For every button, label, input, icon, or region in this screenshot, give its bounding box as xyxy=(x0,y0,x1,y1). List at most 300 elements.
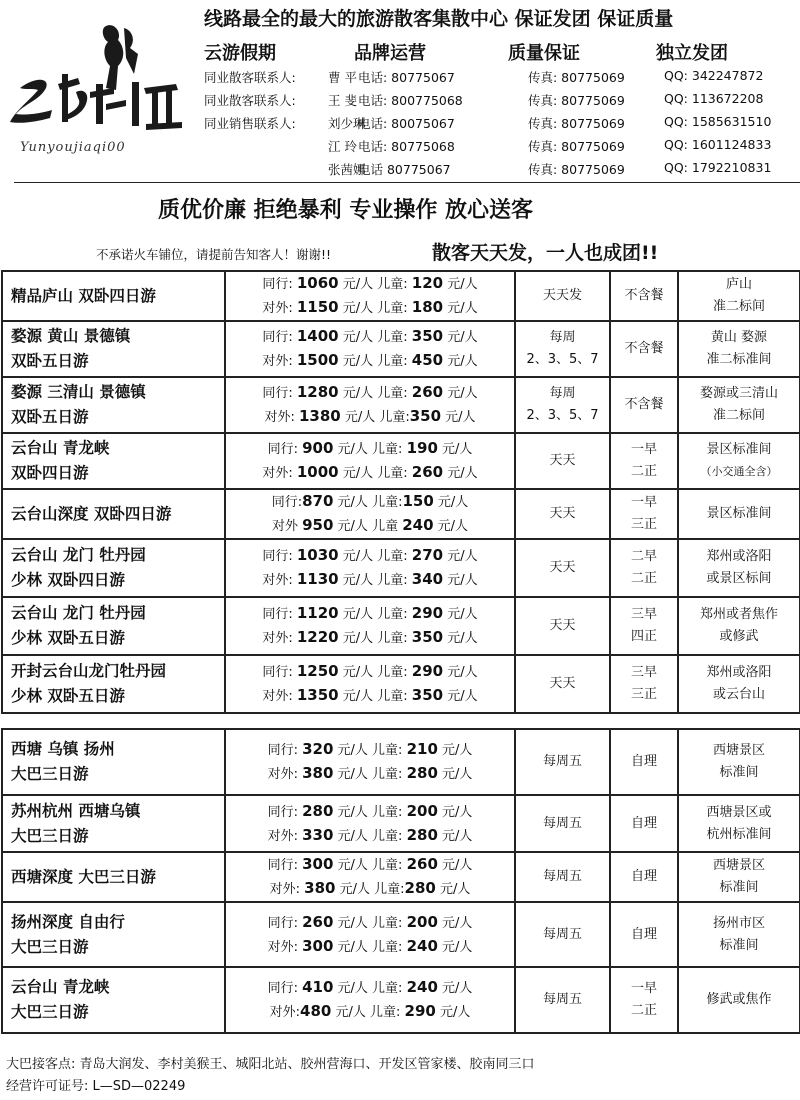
price-label: 元/人 xyxy=(443,277,478,292)
tour-schedule-line: 天天 xyxy=(549,560,576,575)
price-label: 元/人 儿童: xyxy=(333,495,403,510)
contact-role: 同业销售联系人: xyxy=(204,116,296,131)
tour-row xyxy=(2,967,800,1033)
tour-meals-line: 二早 xyxy=(630,549,657,564)
price-line xyxy=(226,1000,514,1024)
price-line xyxy=(226,568,514,592)
contact-name: 刘少琳 xyxy=(328,116,366,131)
tour-hotel-line: 准二标间 xyxy=(712,299,765,314)
price-label: 元/人 儿童: xyxy=(333,981,407,996)
price-label: 元/人 儿童: xyxy=(331,1005,405,1020)
tour-meals xyxy=(610,655,678,713)
price-label: 元/人 xyxy=(443,665,478,680)
tour-price xyxy=(225,729,515,795)
price-line xyxy=(226,853,514,877)
price-value: 1060 xyxy=(296,274,339,292)
tour-schedule-line: 天天 xyxy=(549,506,576,521)
price-label: 对外: xyxy=(262,573,297,588)
contact-role: 同业散客联系人: xyxy=(204,70,296,85)
price-value: 240 xyxy=(406,936,438,955)
contact-tel: 电话: 800775068 xyxy=(358,93,463,108)
tour-row xyxy=(2,729,800,795)
tour-meals-line: 一早 xyxy=(630,495,657,510)
tour-price xyxy=(225,852,515,902)
price-label: 元/人 儿童: xyxy=(338,330,412,345)
tour-schedule-line: 天天 xyxy=(549,453,576,468)
price-label: 元/人 儿童: xyxy=(338,466,412,481)
tour-schedule-line: 天天发 xyxy=(542,288,582,303)
tour-row xyxy=(2,795,800,852)
price-label: 同行: xyxy=(262,665,297,680)
tour-meals xyxy=(610,433,678,489)
price-value: 320 xyxy=(302,740,334,758)
logo xyxy=(6,18,192,158)
tour-schedule-line: 天天 xyxy=(549,676,576,691)
tour-meals xyxy=(610,967,678,1033)
tour-hotel-line: 标准间 xyxy=(719,937,759,953)
price-line xyxy=(226,976,514,1000)
contact-qq: QQ: 1601124833 xyxy=(664,137,772,152)
contact-fax: 传真: 80775069 xyxy=(528,70,625,85)
tour-name-line: 大巴三日游 xyxy=(11,765,89,783)
price-line xyxy=(226,544,514,568)
tour-hotel-line: 景区标准间 xyxy=(706,506,772,521)
tour-name-line: 扬州深度 自由行 xyxy=(11,912,125,931)
price-value: 1130 xyxy=(296,570,339,588)
tour-schedule xyxy=(515,795,610,852)
price-label: 元/人 儿童: xyxy=(333,804,407,820)
price-value: 380 xyxy=(302,764,334,782)
price-label: 对外: xyxy=(262,689,297,704)
tour-schedule-line: 每周五 xyxy=(542,992,582,1007)
logo-graphic xyxy=(6,18,192,148)
tour-hotel xyxy=(678,729,800,795)
price-label: 元/人 儿童: xyxy=(335,882,405,897)
price-value: 260 xyxy=(411,463,444,481)
tour-schedule xyxy=(515,321,610,377)
price-label: 元/人 xyxy=(443,466,478,481)
price-label: 元/人 xyxy=(443,354,478,369)
tour-hotel-line: 标准间 xyxy=(719,880,759,895)
price-label: 元/人 xyxy=(435,882,471,897)
price-value: 260 xyxy=(406,855,438,873)
tour-row xyxy=(2,433,800,489)
tour-name-line: 婺源 黄山 景德镇 xyxy=(11,327,131,345)
tour-hotel-line: 黄山 婺源 xyxy=(710,330,768,345)
price-value: 950 xyxy=(302,516,334,534)
contact-row xyxy=(204,91,800,111)
price-label: 元/人 儿童: xyxy=(333,743,407,758)
price-label: 元/人 xyxy=(443,301,478,316)
price-value: 1120 xyxy=(296,604,339,622)
price-label: 元/人 儿童: xyxy=(338,689,412,704)
tour-hotel-line: 扬州市区 xyxy=(712,915,765,931)
price-value: 350 xyxy=(411,628,444,646)
tour-meals-line: 自理 xyxy=(630,869,657,884)
price-label: 元/人 儿童: xyxy=(340,410,410,425)
tour-hotel xyxy=(678,321,800,377)
price-label: 元/人 xyxy=(443,386,478,401)
tour-price xyxy=(225,271,515,321)
tour-hotel xyxy=(678,433,800,489)
price-value: 1350 xyxy=(296,686,339,704)
price-label: 同行: xyxy=(271,495,303,510)
notice: 不承诺火车铺位，请提前告知客人！谢谢!! xyxy=(96,247,332,262)
price-label: 元/人 儿童: xyxy=(333,442,407,457)
price-value: 290 xyxy=(404,1002,436,1020)
price-label: 同行: xyxy=(262,386,297,401)
contact-name: 曹 平 xyxy=(328,70,357,85)
tour-row xyxy=(2,852,800,902)
price-label: 同行: xyxy=(262,549,297,564)
tour-hotel-line: 西塘景区 xyxy=(712,858,765,873)
tour-schedule-line: 每周 xyxy=(549,330,576,345)
brand-item: 独立发团 xyxy=(656,43,728,64)
tour-schedule xyxy=(515,597,610,655)
tour-price xyxy=(225,321,515,377)
tour-row xyxy=(2,597,800,655)
price-label: 元/人 儿童: xyxy=(333,858,407,873)
tour-name-line: 云台山 龙门 牡丹园 xyxy=(11,604,146,622)
tour-price xyxy=(225,489,515,539)
tour-name-line: 开封云台山龙门牡丹园 xyxy=(11,662,167,680)
price-label: 元/人 儿童 xyxy=(333,519,403,534)
motto: 质优价廉 拒绝暴利 专业操作 放心送客 xyxy=(158,198,533,223)
price-value: 1400 xyxy=(296,327,339,345)
tour-price xyxy=(225,902,515,967)
tour-meals-line: 三早 xyxy=(630,607,657,622)
price-line xyxy=(226,911,514,935)
price-line xyxy=(226,684,514,708)
slogan: 线路最全的最大的旅游散客集散中心 保证发团 保证质量 xyxy=(204,8,674,30)
tour-row xyxy=(2,489,800,539)
tour-row xyxy=(2,321,800,377)
price-label: 同行: xyxy=(267,804,303,820)
tour-name xyxy=(2,321,225,377)
tour-table-train xyxy=(1,270,800,714)
tour-hotel-line: 西塘景区 xyxy=(712,743,765,758)
tour-name-line: 双卧五日游 xyxy=(11,352,89,370)
price-label: 元/人 xyxy=(443,573,478,588)
price-value: 240 xyxy=(402,516,434,534)
price-value: 280 xyxy=(302,801,334,820)
price-value: 1000 xyxy=(296,463,339,481)
pickup-points: 大巴接客点: 青岛大润发、李村美猴王、城阳北站、胶州营海口、开发区管家楼、胶南同三口 xyxy=(6,1057,535,1072)
price-value: 280 xyxy=(406,764,438,782)
tour-hotel-line: 郑州或者焦作 xyxy=(699,607,778,622)
price-label: 元/人 xyxy=(435,1005,471,1020)
price-label: 元/人 xyxy=(437,939,473,955)
tour-price xyxy=(225,597,515,655)
tour-name xyxy=(2,271,225,321)
price-label: 元/人 儿童: xyxy=(333,939,407,955)
tour-schedule xyxy=(515,655,610,713)
tour-meals-line: 不含餐 xyxy=(624,397,664,412)
price-label: 同行: xyxy=(267,743,303,758)
contact-tel: 电话: 80775067 xyxy=(358,70,455,85)
tour-name xyxy=(2,377,225,433)
tour-hotel-line: 标准间 xyxy=(719,765,759,780)
tour-name xyxy=(2,489,225,539)
price-label: 对外: xyxy=(267,767,303,782)
price-line xyxy=(226,935,514,959)
price-label: 对外: xyxy=(267,939,303,955)
price-label: 元/人 xyxy=(443,549,478,564)
price-label: 同行: xyxy=(267,858,303,873)
price-line xyxy=(226,325,514,349)
contact-tel: 电话: 80075067 xyxy=(358,116,455,131)
price-value: 180 xyxy=(411,298,444,316)
price-value: 240 xyxy=(406,978,438,996)
tour-hotel xyxy=(678,539,800,597)
price-value: 1220 xyxy=(296,628,339,646)
price-line xyxy=(226,660,514,684)
price-value: 280 xyxy=(404,879,436,897)
tour-price xyxy=(225,967,515,1033)
tour-name-line: 少林 双卧五日游 xyxy=(11,629,125,647)
tour-name-line: 大巴三日游 xyxy=(11,1003,89,1021)
tour-meals xyxy=(610,489,678,539)
tour-hotel-line: 准二标准间 xyxy=(706,352,772,367)
tour-hotel-line: 西塘景区或 xyxy=(706,804,772,820)
price-label: 元/人 儿童: xyxy=(338,354,412,369)
price-label: 对外 xyxy=(271,519,303,534)
price-value: 350 xyxy=(409,407,442,425)
footer xyxy=(6,1054,535,1098)
price-value: 1380 xyxy=(298,407,341,425)
tour-hotel xyxy=(678,967,800,1033)
tour-schedule xyxy=(515,852,610,902)
tour-name-line: 苏州杭州 西塘乌镇 xyxy=(11,801,141,820)
price-line xyxy=(226,272,514,296)
price-line xyxy=(226,877,514,901)
tour-table-bus xyxy=(1,728,800,1034)
tour-name xyxy=(2,795,225,852)
tour-name xyxy=(2,597,225,655)
tour-schedule-line: 2、3、5、7 xyxy=(526,408,599,423)
price-label: 对外: xyxy=(267,828,303,844)
price-label: 元/人 xyxy=(443,689,478,704)
contact-name: 张茜娜 xyxy=(328,162,366,177)
price-label: 元/人 xyxy=(437,804,473,820)
tour-name xyxy=(2,655,225,713)
tour-meals-line: 四正 xyxy=(630,629,657,644)
price-label: 同行: xyxy=(267,981,303,996)
license-number: 经营许可证号: L—SD—02249 xyxy=(6,1079,186,1094)
price-label: 元/人 xyxy=(437,915,473,931)
brand-item: 质量保证 xyxy=(508,43,580,64)
tour-hotel xyxy=(678,655,800,713)
contact-fax: 传真: 80775069 xyxy=(528,93,625,108)
tour-hotel-line: 庐山 xyxy=(725,277,752,292)
tour-schedule-line: 2、3、5、7 xyxy=(526,352,599,367)
tour-schedule-line: 每周 xyxy=(549,386,576,401)
tour-name-line: 云台山 青龙峡 xyxy=(11,978,110,996)
tour-meals xyxy=(610,902,678,967)
tour-meals xyxy=(610,539,678,597)
tour-meals-line: 一早 xyxy=(630,442,657,457)
tour-meals-line: 一早 xyxy=(630,981,657,996)
price-label: 元/人 儿童: xyxy=(338,549,412,564)
brand-item: 云游假期 xyxy=(204,43,276,64)
tour-schedule xyxy=(515,489,610,539)
price-value: 300 xyxy=(302,936,334,955)
tour-name-line: 大巴三日游 xyxy=(11,826,89,845)
brand-item: 品牌运营 xyxy=(354,43,426,64)
price-label: 元/人 儿童: xyxy=(338,386,412,401)
price-value: 450 xyxy=(411,351,444,369)
tour-name-line: 云台山深度 双卧四日游 xyxy=(11,504,172,523)
tour-meals-line: 二正 xyxy=(630,1003,657,1018)
price-label: 元/人 儿童: xyxy=(338,607,412,622)
price-label: 同行: xyxy=(267,442,303,457)
tour-meals-line: 自理 xyxy=(630,754,657,769)
tour-hotel xyxy=(678,489,800,539)
tour-name-line: 西塘 乌镇 扬州 xyxy=(11,740,115,758)
logo-subtitle: Yunyoujiaqi00 xyxy=(20,140,126,155)
price-label: 元/人 xyxy=(443,631,478,646)
price-label: 元/人 儿童: xyxy=(333,767,407,782)
tour-hotel-line: （小交通全含） xyxy=(700,465,778,478)
price-line xyxy=(226,405,514,429)
price-value: 350 xyxy=(411,686,444,704)
tour-meals-line: 三早 xyxy=(630,665,657,680)
tour-name xyxy=(2,902,225,967)
price-value: 270 xyxy=(411,546,444,564)
tour-name-line: 精品庐山 双卧四日游 xyxy=(11,286,156,305)
tour-row xyxy=(2,271,800,321)
price-label: 元/人 xyxy=(437,442,473,457)
contact-fax: 传真: 80775069 xyxy=(528,116,625,131)
price-line xyxy=(226,461,514,485)
price-label: 对外: xyxy=(269,1005,301,1020)
price-value: 300 xyxy=(302,855,334,873)
price-label: 元/人 xyxy=(437,858,473,873)
tour-meals-line: 自理 xyxy=(630,815,657,831)
tour-schedule xyxy=(515,271,610,321)
price-line xyxy=(226,381,514,405)
tour-meals xyxy=(610,271,678,321)
price-value: 900 xyxy=(302,439,334,457)
tour-meals xyxy=(610,377,678,433)
price-value: 280 xyxy=(406,825,438,844)
price-value: 340 xyxy=(411,570,444,588)
contact-tel: 电话: 80775068 xyxy=(358,139,455,154)
price-label: 元/人 儿童: xyxy=(338,665,412,680)
price-label: 对外: xyxy=(269,882,305,897)
tour-name-line: 云台山 青龙峡 xyxy=(11,439,110,457)
price-line xyxy=(226,762,514,786)
tour-hotel xyxy=(678,377,800,433)
tour-meals-line: 二正 xyxy=(630,464,657,479)
price-label: 元/人 儿童: xyxy=(338,573,412,588)
tour-hotel-line: 景区标准间 xyxy=(706,442,772,457)
price-line xyxy=(226,738,514,762)
price-value: 260 xyxy=(411,383,444,401)
notice-highlight: 散客天天发，一人也成团!! xyxy=(432,242,659,264)
contact-name: 王 斐 xyxy=(328,93,357,108)
tour-hotel xyxy=(678,597,800,655)
price-value: 290 xyxy=(411,604,444,622)
price-value: 1250 xyxy=(296,662,339,680)
tour-name-line: 少林 双卧五日游 xyxy=(11,687,125,705)
price-line xyxy=(226,626,514,650)
header xyxy=(0,0,800,184)
contact-row xyxy=(204,160,800,180)
tour-hotel-line: 或云台山 xyxy=(712,687,765,702)
price-label: 元/人 xyxy=(443,607,478,622)
tour-meals xyxy=(610,795,678,852)
price-value: 210 xyxy=(406,740,438,758)
contact-row xyxy=(204,137,800,157)
tour-hotel-line: 修武或焦作 xyxy=(706,992,772,1007)
price-label: 元/人 儿童: xyxy=(338,277,412,292)
price-line xyxy=(226,514,514,538)
price-label: 同行: xyxy=(262,277,297,292)
tour-price xyxy=(225,539,515,597)
tour-schedule xyxy=(515,377,610,433)
tour-meals-line: 自理 xyxy=(630,926,657,942)
tour-name-line: 少林 双卧四日游 xyxy=(11,571,125,589)
price-line xyxy=(226,349,514,373)
price-line xyxy=(226,437,514,461)
tour-meals-line: 三正 xyxy=(630,687,657,702)
tour-schedule-line: 每周五 xyxy=(542,869,582,884)
contact-qq: QQ: 1792210831 xyxy=(664,160,772,175)
price-value: 410 xyxy=(302,978,334,996)
contact-qq: QQ: 342247872 xyxy=(664,68,764,83)
price-label: 同行: xyxy=(262,330,297,345)
price-value: 1500 xyxy=(296,351,339,369)
price-label: 元/人 儿童: xyxy=(338,301,412,316)
tour-meals-line: 二正 xyxy=(630,571,657,586)
price-value: 260 xyxy=(302,912,334,931)
contact-row xyxy=(204,114,800,134)
tour-hotel-line: 婺源或三清山 xyxy=(699,386,778,401)
price-label: 对外: xyxy=(262,631,297,646)
price-line xyxy=(226,296,514,320)
tour-name-line: 大巴三日游 xyxy=(11,937,89,956)
tour-schedule xyxy=(515,539,610,597)
tour-meals-line: 三正 xyxy=(630,517,657,532)
tour-schedule xyxy=(515,433,610,489)
price-label: 同行: xyxy=(262,607,297,622)
tour-row xyxy=(2,539,800,597)
tour-row xyxy=(2,377,800,433)
price-line xyxy=(226,490,514,514)
tour-hotel-line: 郑州或洛阳 xyxy=(706,549,772,564)
price-label: 同行: xyxy=(267,915,303,931)
price-label: 元/人 xyxy=(437,828,473,844)
tour-schedule xyxy=(515,902,610,967)
tour-name xyxy=(2,729,225,795)
contact-qq: QQ: 1585631510 xyxy=(664,114,772,129)
price-value: 1280 xyxy=(296,383,339,401)
tour-price xyxy=(225,795,515,852)
price-value: 1150 xyxy=(296,298,339,316)
tour-schedule-line: 每周五 xyxy=(542,815,582,831)
tour-hotel xyxy=(678,852,800,902)
price-value: 290 xyxy=(411,662,444,680)
price-value: 870 xyxy=(302,492,334,510)
tour-price xyxy=(225,655,515,713)
contact-tel: 电话 80775067 xyxy=(358,162,451,177)
price-label: 元/人 xyxy=(437,981,473,996)
tour-hotel xyxy=(678,795,800,852)
contact-role: 同业散客联系人: xyxy=(204,93,296,108)
price-label: 元/人 xyxy=(433,519,469,534)
tour-name xyxy=(2,967,225,1033)
